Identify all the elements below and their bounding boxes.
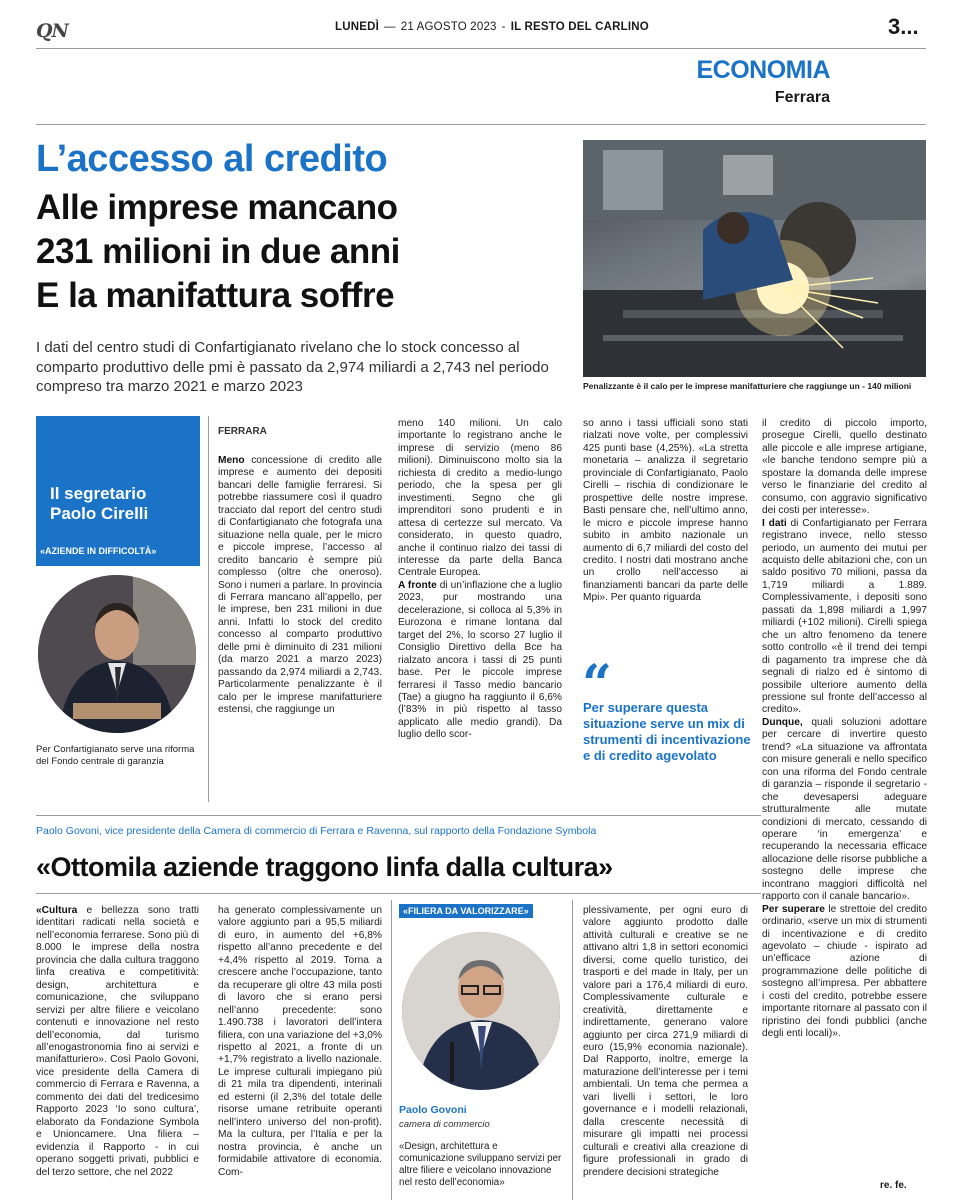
cirelli-portrait-illustration bbox=[38, 575, 196, 733]
article2-headline-rule bbox=[36, 893, 761, 894]
article2-headline: «Ottomila aziende traggono linfa dalla cultura» bbox=[36, 852, 613, 882]
section-rule bbox=[36, 124, 926, 125]
article2-subhead: Paolo Govoni, vice presidente della Camera di commercio di Ferrara e Ravenna, sul rapporto della Fondazione Symbola bbox=[36, 825, 597, 837]
article2-column-2: ha generato complessivamente un valore aggiunto pari a 95,5 miliardi di euro, in aumento del +6,8% rispetto all’anno precedente e del +4,4% rispetto al 2019. Torna a crescere anche l’occupazione, tanto da recuperare gli oltre 43 mila posti di lavoro che si erano persi nell’anno precedente: sono 1.490.738 i lavoratori dell’intera filiera, con una variazione del +3,0% rispetto al 2021, a fronte di un +1,7% registrato a livello nazionale. Le imprese culturali impiegano più di 21 mila tra dipendenti, interinali ed esterni (il 2,3% del totale delle risorse umane retribuite operanti nell’intero universo del non-profit). Ma la cultura, per l’Italia e per la nostra provincia, è anche un formidabile attivatore di economia. Com- bbox=[218, 905, 382, 1178]
lead-word: Meno bbox=[218, 455, 245, 466]
lead-word: I dati bbox=[762, 517, 787, 529]
newspaper-logo: QN bbox=[36, 20, 68, 42]
body-text: meno 140 milioni. Un calo importante lo registrano anche le imprese di servizio (meno 86 milioni). Diminuiscono molto sia la richiesta di credito a medio-lungo periodo, che la spesa per gli investimenti. Segno che gli imprenditori sono prudenti e in attesa di certezze sul mercato. Va considerato, in questo quadro, anche il continuo rialzo dei tassi di interesse da parte della Banca Centrale Europea. bbox=[398, 418, 562, 579]
lead-word: A fronte bbox=[398, 579, 437, 591]
cirelli-portrait bbox=[38, 575, 196, 733]
body-text: di Confartigianato per Ferrara registrano invece, nello stesso periodo, un aumento dei mutui per acquisto delle abitazioni che, con un saldo positivo 70 milioni, passa da 1,719 miliardi a 1.889. Complessivamente, i depositi sono passati da 1,898 miliardi a 1,997 miliardi (+102 milioni). Cirelli spiega che un altro fenomeno da tenere sotto controllo «è il trend dei tempi di pagamento tra imprese che dà segnali di rialzo ed è sintomo di possibile ulteriore aumento della pressione sul fronte dell’accesso al credito». bbox=[762, 517, 928, 716]
welding-photo bbox=[583, 140, 926, 377]
lead-word: Per superare bbox=[762, 903, 825, 915]
govoni-quote: «Design, architettura e comunicazione sviluppano servizi per altre filiere e veicolano innovazione nel resto dell’economia» bbox=[399, 1141, 562, 1188]
govoni-portrait bbox=[402, 932, 560, 1090]
sidebar-title-line-2: Paolo Cirelli bbox=[50, 504, 149, 523]
body-text: quali soluzioni adottare per cercare di invertire questo trend? «La situazione va affrontata con misure generali e nello specifico con una riforma del Fondo centrale di garanzia – risponde il segretario - che devesapersi adeguare strutturalmente alle mutate condizioni di mercato, cessando di operare ‘in emergenza’ e recuperando la necessaria efficace allocazione delle risorse pubbliche a sostegno delle imprese che incontrano maggiori difficoltà nel rapporto con il canale bancario». bbox=[762, 716, 927, 903]
portrait-caption: Per Confartigianato serve una riforma del Fondo centrale di garanzia bbox=[36, 744, 195, 767]
article2-rule bbox=[36, 815, 761, 816]
welding-photo-illustration bbox=[583, 140, 926, 377]
dateline bbox=[335, 21, 649, 33]
sidebar-title-line-1: Il segretario bbox=[50, 484, 147, 503]
quote-mark-icon: “ bbox=[582, 654, 612, 715]
govoni-name: Paolo Govoni bbox=[399, 1104, 467, 1116]
body-text: di un’inflazione che a luglio 2023, pur mostrando una decelerazione, si colloca al 5,3% in Eurozona e rimane lontana dal target del 2%, lo scorso 27 luglio il Consiglio Direttivo della Bce ha rialzato ancora i tassi di 25 punti base. Per le piccole imprese ferraresi il Tasso medio bancario (Tae) a giugno ha raggiunto il 6,6% (l’83% in più rispetto al tasso applicato alle medio grandi). Da luglio dello scor- bbox=[398, 579, 562, 741]
body-column-1 bbox=[218, 455, 382, 717]
dateline-paper: IL RESTO DEL CARLINO bbox=[510, 21, 649, 33]
body-column-2 bbox=[398, 418, 562, 742]
sidebar-tag: «AZIENDE IN DIFFICOLTÀ» bbox=[36, 544, 160, 558]
section-title: ECONOMIA bbox=[696, 56, 830, 84]
dateline-date: 21 AGOSTO 2023 bbox=[400, 21, 497, 33]
article-headline bbox=[36, 186, 576, 318]
photo-caption: Penalizzante è il calo per le imprese manifatturiere che raggiunge un - 140 milioni bbox=[583, 381, 912, 391]
dateline-separator: — bbox=[384, 21, 396, 33]
article-kicker: L’accesso al credito bbox=[36, 138, 388, 180]
headline-line-3: E la manifattura soffre bbox=[36, 276, 395, 315]
article-summary: I dati del centro studi di Confartigianato rivelano che lo stock concesso al comparto produttivo delle pmi è passato da 2,974 miliardi a 2,743 nel periodo compreso tra marzo 2021 e marzo 2023 bbox=[36, 339, 549, 395]
headline-line-2: 231 milioni in due anni bbox=[36, 232, 400, 271]
sidebar-title bbox=[50, 484, 148, 524]
body-column-4 bbox=[762, 418, 927, 1041]
section-city: Ferrara bbox=[774, 89, 830, 106]
column-rule bbox=[391, 900, 392, 1200]
govoni-portrait-illustration bbox=[402, 932, 560, 1090]
body-text: il credito di piccolo importo, prosegue Cirelli, quello destinato alle piccole e alle imprese artigiane, «le banche tendono sempre più a spostare la domanda delle imprese verso le finanziarie del credito al consumo, con aggravio significativo dei costi per interesse». bbox=[762, 418, 927, 517]
article2-column-3: plessivamente, per ogni euro di valore aggiunto prodotto dalle attività culturali e creative se ne attivano altri 1,8 in settori economici diversi, come quello turistico, dei trasporti e del made in Italy, per un valore pari a 176,4 miliardi di euro. Complessivamente culturale e creatività, direttamente e indirettamente, generano valore aggiunto per circa 271,9 miliardi di euro (15,9% economia nazionale). Dal Rapporto, inoltre, emerge la maturazione dell’interesse per i temi ambientali. Un tema che permea a vari livelli i settori, le loro governance e i modelli relazionali, dalla crescente necessità di misurare gli impatti nei processi culturali e creativi alla creazione di figure professionali in grado di prendere decisioni strategiche bbox=[583, 905, 748, 1178]
pull-quote: Per superare questa situazione serve un mix di strumenti di incentivazione e di credito agevolato bbox=[583, 700, 751, 763]
body-text: e bellezza sono tratti identitari radicati nella società e nell’economia ferrarese. Sono più di 8.000 le imprese della nostra provincia che dalla cultura traggono linfa creativa e competitività: design, architettura e comunicazione, che sviluppano servizi per altre filiere e veicolano contenuti e innovazione nel resto dell’economia, dal turismo all’enogastronomia fino ai servizi e manifatturiero». Così Paolo Govoni, vice presidente della Camera di commercio di Ferrara e Ravenna, a commento dei dati del tredicesimo Rapporto 2023 ‘Io sono cultura’, elaborato da Fondazione Symbola e Unioncamere. Una filiera – evidenzia il Rapporto - in cui operano soggetti privati, pubblici e del terzo settore, che nel 2022 bbox=[36, 905, 199, 1178]
headline-line-1: Alle imprese mancano bbox=[36, 188, 398, 227]
byline: FERRARA bbox=[218, 426, 267, 437]
govoni-role: camera di commercio bbox=[399, 1119, 490, 1130]
body-text: le strettoie del credito ordinario, «serve un mix di strumenti di incentivazione e di credito agevolato – chiude - ispirato ad un’efficace azione di programmazione delle politiche di sostegno all’impresa. Per abbattere i costi del credito, potrebbe essere importante ritornare al passato con il ripristino dei fondi pubblici (anche degli enti locali)». bbox=[762, 903, 927, 1040]
body-text: concessione di credito alle imprese e aumento dei depositi bancari delle famiglie ferraresi. Si potrebbe riassumere così il quadro tracciato dal report del centro studi di Confartigianato che fotografa una situazione nella quale, per le micro e piccole imprese, l’accesso al credito bancario è sempre più complesso (oltre che oneroso). Sono i numeri a parlare. In provincia di Ferrara mancano all’appello, per le imprese, ben 231 milioni in due anni. Infatti lo stock del credito concesso al comparto produttivo delle pmi è diminuito di 231 milioni (da marzo 2021 a marzo 2023) passando da 2,974 miliardi a 2,743. Particolarmente penalizzante è il calo per le imprese manifatturiere estensi, che raggiunge un bbox=[218, 455, 382, 716]
header-rule bbox=[36, 48, 926, 49]
lead-word: «Cultura bbox=[36, 905, 78, 916]
article2-tag: «FILIERA DA VALORIZZARE» bbox=[399, 904, 533, 918]
page-number: 3... bbox=[888, 14, 919, 39]
lead-word: Dunque, bbox=[762, 716, 803, 728]
dateline-day: LUNEDÌ bbox=[335, 21, 380, 33]
column-rule bbox=[208, 416, 209, 802]
article2-column-1 bbox=[36, 905, 199, 1179]
body-column-3: so anno i tassi ufficiali sono stati rialzati nove volte, per complessivi 425 punti base (4,25%). «La stretta monetaria – analizza il segretario provinciale di Confartigianato, Paolo Cirelli – rischia di condizionare le prospettive delle nostre imprese. Basti pensare che, nell’ultimo anno, le micro e piccole imprese hanno subito in ambito nazionale un aumento di 6,7 miliardi del costo del credito. I nostri dati mostrano anche un crollo nell’accesso ai finanziamenti bancari da parte delle Mpi». Per quanto riguarda bbox=[583, 418, 748, 604]
column-rule bbox=[572, 900, 573, 1200]
author-signoff: re. fe. bbox=[880, 1180, 907, 1191]
dateline-separator-2: - bbox=[501, 21, 506, 33]
